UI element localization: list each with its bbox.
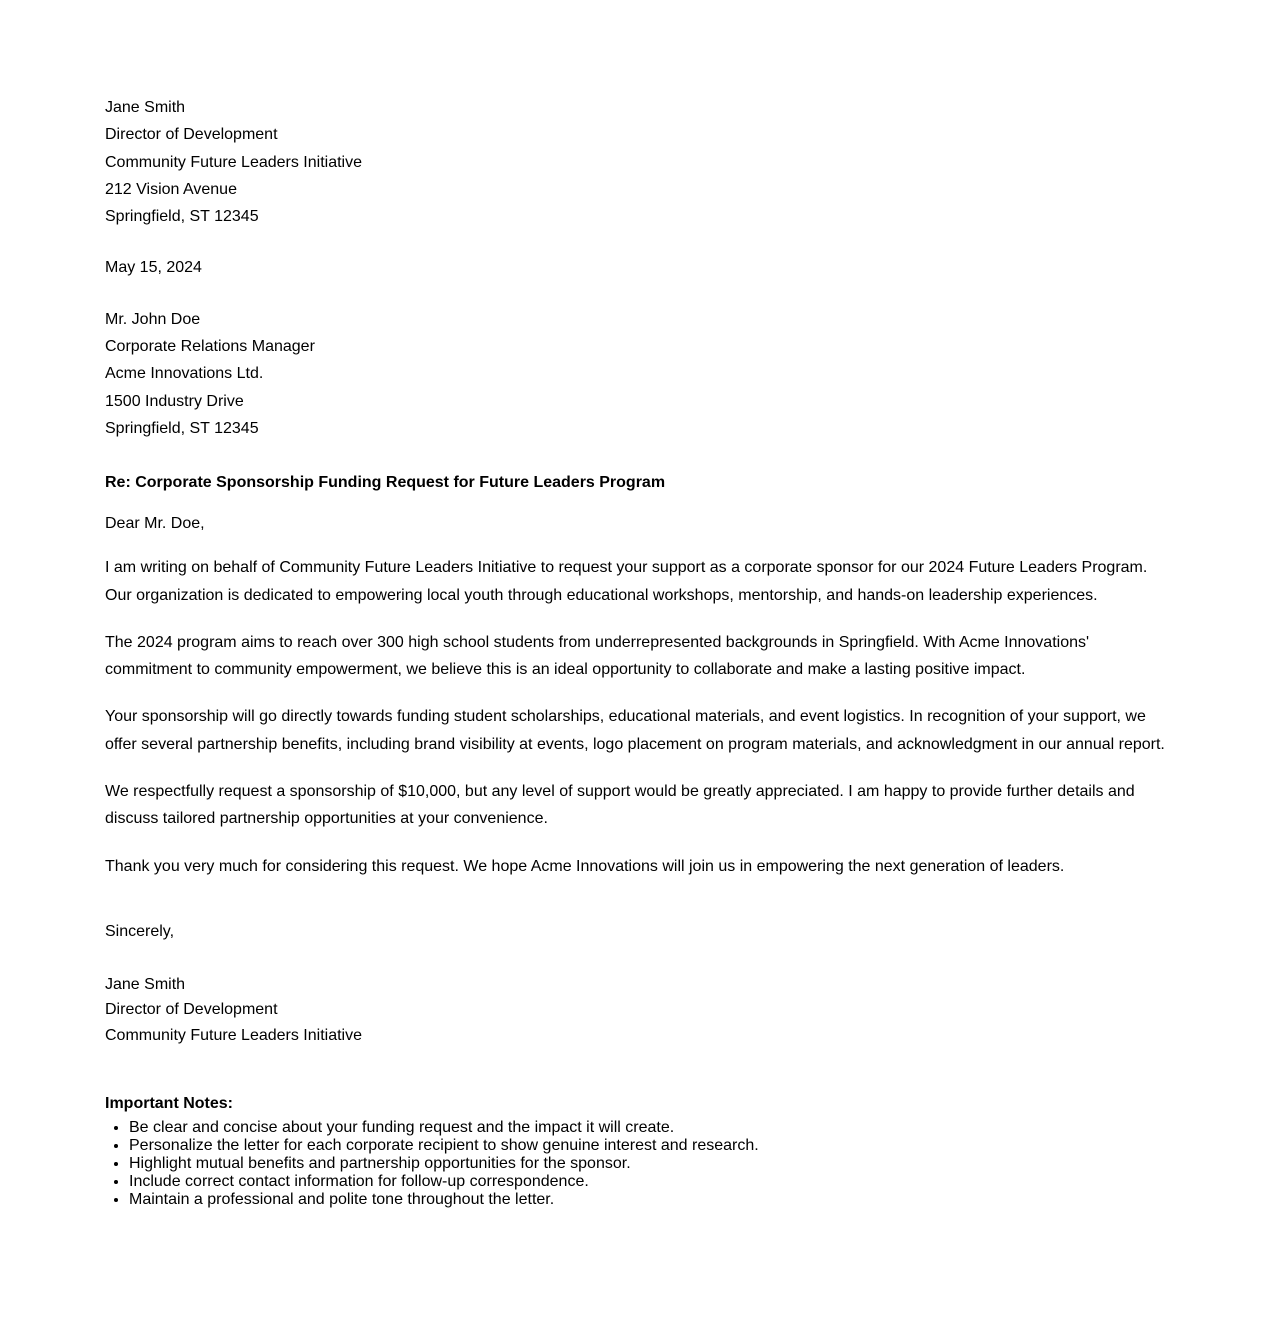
recipient-name: Mr. John Doe [105, 310, 201, 328]
notes-list [105, 1119, 1165, 1209]
body-paragraph: We respectfully request a sponsorship of $10,000, but any level of support would be greatly appreciated. I am happy to provide further details and discuss tailored partnership opportunities at your convenience. [105, 783, 1135, 828]
notes-heading: Important Notes: [105, 1095, 233, 1113]
important-notes [105, 1095, 1165, 1209]
sender-title: Director of Development [105, 126, 278, 144]
recipient-address-block [105, 306, 1165, 442]
list-item: • Highlight mutual benefits and partnership opportunities for the sponsor. [129, 1155, 1165, 1173]
subject-line: Re: Corporate Sponsorship Funding Request for Future Leaders Program [105, 474, 666, 492]
list-item: • Be clear and concise about your funding request and the impact it will create. [129, 1119, 1165, 1137]
list-item: • Personalize the letter for each corporate recipient to show genuine interest and research. [129, 1137, 1165, 1155]
body-paragraph: Your sponsorship will go directly towards funding student scholarships, educational materials, and event logistics. In recognition of your support, we offer several partnership benefits, including brand visibility at events, logo placement on program materials, and acknowledgment in our annual report. [105, 708, 1165, 753]
recipient-address-line2: Springfield, ST 12345 [105, 419, 259, 437]
list-item: • Maintain a professional and polite tone throughout the letter. [129, 1191, 1165, 1209]
recipient-company: Acme Innovations Ltd. [105, 365, 264, 383]
sender-address-line1: 212 Vision Avenue [105, 180, 237, 198]
signature-name: Jane Smith [105, 975, 186, 993]
closing: Sincerely, [105, 922, 175, 940]
signature-block [105, 972, 1165, 1049]
signature-organization: Community Future Leaders Initiative [105, 1026, 362, 1044]
body-paragraph: I am writing on behalf of Community Future Leaders Initiative to request your support as a corporate sponsor for our 2024 Future Leaders Program. Our organization is dedicated to empowering local youth through educational workshops, mentorship, and hands-on leadership experiences. [105, 559, 1148, 604]
letter-body [105, 554, 1165, 880]
signature-title: Director of Development [105, 1001, 278, 1019]
letter-date: May 15, 2024 [105, 259, 202, 277]
letter-page [105, 94, 1165, 1209]
body-paragraph: Thank you very much for considering this request. We hope Acme Innovations will join us in empowering the next generation of leaders. [105, 857, 1065, 875]
sender-address-block [105, 94, 1165, 230]
salutation: Dear Mr. Doe, [105, 515, 205, 533]
sender-organization: Community Future Leaders Initiative [105, 153, 362, 171]
sender-name: Jane Smith [105, 99, 186, 116]
body-paragraph: The 2024 program aims to reach over 300 high school students from underrepresented backgrounds in Springfield. With Acme Innovations' commitment to community empowerment, we believe this is an ideal opportunity to collaborate and make a lasting positive impact. [105, 633, 1090, 679]
sender-address-line2: Springfield, ST 12345 [105, 208, 259, 226]
recipient-address-line1: 1500 Industry Drive [105, 392, 244, 410]
recipient-title: Corporate Relations Manager [105, 338, 315, 356]
list-item: • Include correct contact information for follow-up correspondence. [129, 1173, 1165, 1191]
